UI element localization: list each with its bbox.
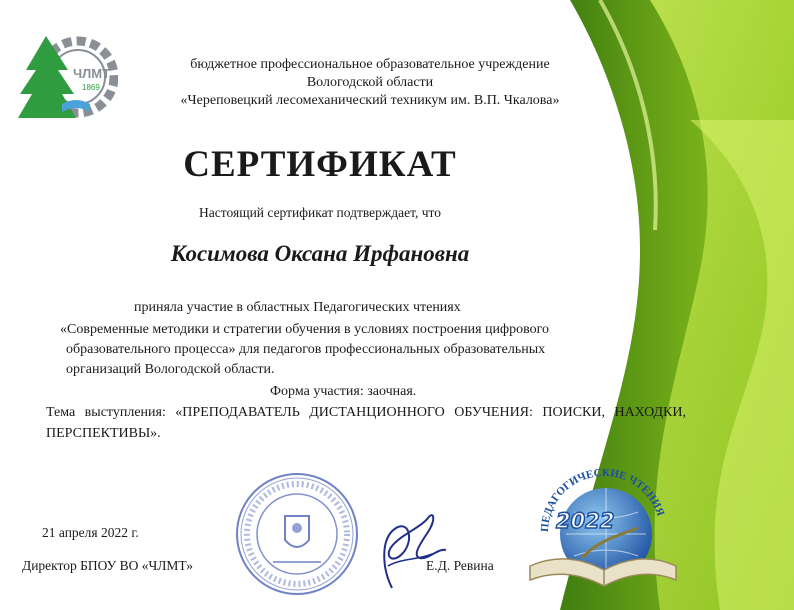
svg-text:ПЕДАГОГИЧЕСКИЕ ЧТЕНИЯ: ПЕДАГОГИЧЕСКИЕ ЧТЕНИЯ bbox=[538, 466, 667, 533]
recipient-name: Косимова Оксана Ирфановна bbox=[170, 241, 470, 266]
body-line-4: организаций Вологодской области. bbox=[66, 362, 275, 377]
certificate-title: СЕРТИФИКАТ bbox=[183, 144, 457, 185]
org-line-3: «Череповецкий лесомеханический техникум им. В.П. Чкалова» bbox=[180, 93, 560, 108]
issue-date: 21 апреля 2022 г. bbox=[42, 525, 139, 540]
book-globe-emblem bbox=[526, 462, 680, 596]
tree-gear-logo bbox=[18, 32, 118, 122]
signer-name: Е.Д. Ревина bbox=[426, 558, 494, 573]
handwritten-signature bbox=[362, 498, 454, 596]
org-line-1: бюджетное профессиональное образовательное учреждение bbox=[190, 57, 550, 72]
body-line-2: «Современные методики и стратегии обучения в условиях построения цифрового bbox=[60, 322, 549, 337]
body-line-3: образовательного процесса» для педагогов профессиональных образовательных bbox=[66, 342, 546, 357]
speech-topic: Тема выступления: «ПРЕПОДАВАТЕЛЬ ДИСТАНЦИОННОГО ОБУЧЕНИЯ: ПОИСКИ, НАХОДКИ, ПЕРСПЕКТИВЫ». bbox=[46, 405, 686, 441]
svg-text:1869: 1869 bbox=[82, 83, 100, 92]
svg-text:2022: 2022 bbox=[556, 509, 615, 533]
participation-form: Форма участия: заочная. bbox=[270, 384, 417, 399]
body-line-1: приняла участие в областных Педагогических чтениях bbox=[134, 300, 461, 315]
confirm-text: Настоящий сертификат подтверждает, что bbox=[199, 205, 441, 220]
round-stamp bbox=[233, 470, 361, 598]
org-line-2: Вологодской области bbox=[306, 75, 434, 90]
svg-text:ЧЛМТ: ЧЛМТ bbox=[73, 66, 111, 81]
organization-name bbox=[140, 56, 600, 110]
director-label: Директор БПОУ ВО «ЧЛМТ» bbox=[22, 558, 194, 573]
